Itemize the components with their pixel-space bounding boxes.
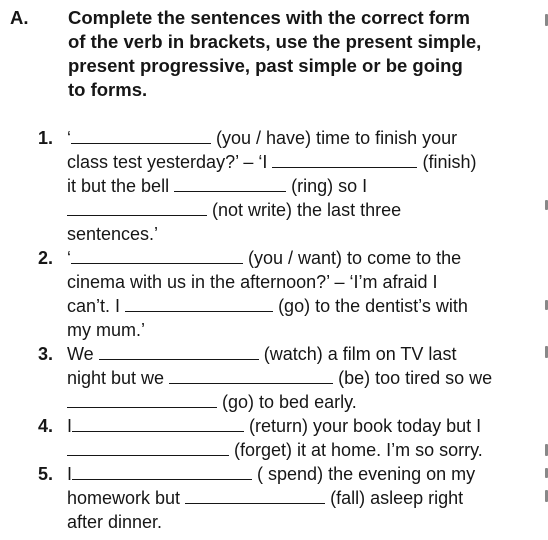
text-fragment: cinema with us in the afternoon?’ – ‘I’m afraid I [67,272,438,292]
text-fragment: (not write) the last three [212,200,402,220]
text-fragment: after dinner. [67,512,163,532]
item-line [67,438,483,462]
text-fragment: (ring) so I [291,176,368,196]
text-fragment: I [67,464,73,484]
answer-blank[interactable] [72,464,252,480]
text-fragment: ‘ [67,128,71,148]
instruction-line: of the verb in brackets, use the present simple, [68,31,482,52]
answer-blank[interactable] [185,488,325,504]
answer-blank[interactable] [174,176,286,192]
text-fragment: sentences.’ [67,224,159,244]
item-line [67,510,162,534]
text-fragment: my mum.’ [67,320,145,340]
item-line [67,174,367,198]
text-fragment: can’t. I [67,296,121,316]
instructions [68,6,538,102]
text-fragment: (watch) a film on TV last [263,344,457,364]
answer-blank[interactable] [272,152,417,168]
item-line [67,294,468,318]
text-fragment: (go) to bed early. [222,392,357,412]
text-fragment: ( spend) the evening on my [257,464,476,484]
item-line [67,342,456,366]
answer-blank[interactable] [71,128,211,144]
text-fragment: (finish) [422,152,477,172]
section-label: A. [10,7,29,28]
instruction-line: present progressive, past simple or be going [68,55,463,76]
text-fragment: (return) your book today but I [249,416,482,436]
item-number: 4. [38,416,54,436]
item-line [67,150,476,174]
text-fragment: We [67,344,94,364]
answer-blank[interactable] [72,416,244,432]
item-line [67,462,475,486]
item-line [67,390,357,414]
text-fragment: (fall) asleep right [330,488,464,508]
text-fragment: (you / want) to come to the [248,248,462,268]
text-fragment: (be) too tired so we [338,368,493,388]
instruction-line: to forms. [68,79,148,100]
answer-blank[interactable] [67,392,217,408]
item-line [67,318,145,342]
item-line [67,126,457,150]
text-fragment: homework but [67,488,181,508]
text-fragment: (go) to the dentist’s with [278,296,468,316]
text-fragment: class test yesterday?’ – ‘I [67,152,268,172]
text-fragment: I [67,416,73,436]
text-fragment: it but the bell [67,176,170,196]
item-number: 5. [38,464,54,484]
item-line [67,270,438,294]
text-fragment: night but we [67,368,165,388]
item-line [67,486,463,510]
item-line [67,198,401,222]
instruction-line: Complete the sentences with the correct form [68,7,470,28]
answer-blank[interactable] [67,440,229,456]
item-number: 3. [38,344,54,364]
answer-blank[interactable] [67,200,207,216]
item-line [67,414,481,438]
item-number: 2. [38,248,54,268]
answer-blank[interactable] [99,344,259,360]
item-number: 1. [38,128,54,148]
answer-blank[interactable] [169,368,333,384]
item-line [67,222,158,246]
text-fragment: (forget) it at home. I’m so sorry. [234,440,483,460]
text-fragment: ‘ [67,248,71,268]
item-line [67,246,461,270]
answer-blank[interactable] [71,248,243,264]
item-line [67,366,492,390]
text-fragment: (you / have) time to finish your [216,128,458,148]
answer-blank[interactable] [125,296,273,312]
